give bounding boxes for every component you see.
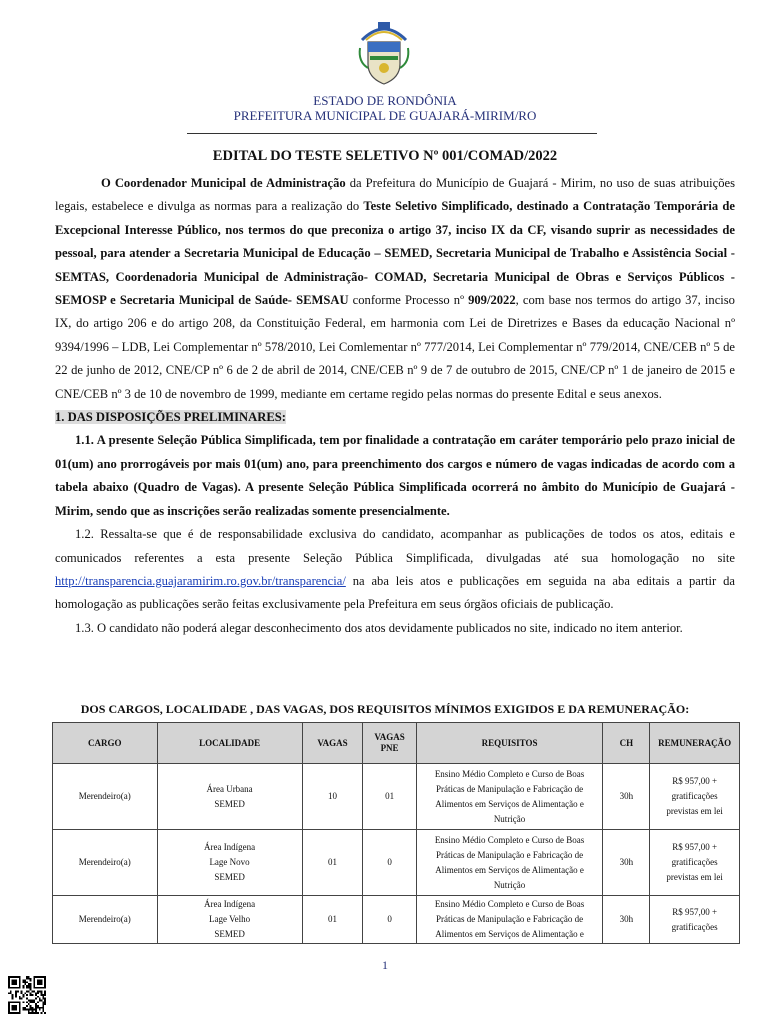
cell-localidade-line: Área Indígena	[203, 842, 256, 852]
cell-pne: 01	[363, 764, 416, 830]
cell-requisitos-line: Alimentos em Serviços de Alimentação e	[435, 798, 584, 809]
header-state: ESTADO DE RONDÔNIA	[313, 93, 457, 108]
cell-localidade-line: SEMED	[214, 872, 245, 882]
cell-localidade-line: SEMED	[214, 798, 245, 809]
intro-text-2: da Prefeitura do Município de Guajará - Mirim, no uso de suas atribuições legais, estabelece e divulga as normas para a realização do	[55, 176, 735, 214]
table-header-row	[53, 723, 740, 764]
item-1-1	[55, 429, 735, 523]
cell-remuneracao-line: previstas em lei	[666, 872, 723, 882]
cell-requisitos-line: Práticas de Manipulação e Fabricação de	[435, 914, 584, 924]
cell-remuneracao-line: R$ 957,00 +	[672, 842, 718, 852]
cell-requisitos-line: Nutrição	[493, 813, 526, 824]
cell-vagas: 10	[302, 764, 363, 830]
cell-remuneracao-line: R$ 957,00 +	[672, 776, 718, 786]
section1-heading-line	[55, 406, 735, 429]
item-1-1-text: 1.1. A presente Seleção Pública Simplificada, tem por finalidade a contratação em caráter temporário pelo prazo inicial de 01(um) ano prorrogáveis por mais 01(um) ano, para preenchimento dos cargos e número de vagas indicadas de acordo com a tabela abaixo (Quadro de Vagas). A presente Seleção Pública Simplificada ocorrerá no âmbito do Município de Guajará - Mirim, sendo que as inscrições serão realizadas somente presencialmente.	[55, 433, 735, 518]
cell-requisitos-line: Ensino Médio Completo e Curso de Boas	[434, 899, 585, 909]
col-header-remuneracao: REMUNERAÇÃO	[650, 723, 740, 764]
cell-remuneracao	[650, 896, 740, 944]
cell-requisitos	[416, 896, 603, 944]
table-row	[53, 764, 740, 830]
intro-bold-1: O Coordenador Municipal de Administração	[101, 176, 346, 190]
cell-requisitos-line: Alimentos em Serviços de Alimentação e	[435, 864, 584, 875]
cell-remuneracao-line: gratificações	[671, 791, 718, 801]
col-header-requisitos: REQUISITOS	[416, 723, 603, 764]
cell-remuneracao-line: gratificações	[671, 857, 718, 867]
header-divider	[187, 133, 597, 134]
cell-remuneracao-line: gratificações	[671, 921, 718, 932]
table-title: DOS CARGOS, LOCALIDADE , DAS VAGAS, DOS REQUISITOS MÍNIMOS EXIGIDOS E DA REMUNERAÇÃO:	[80, 702, 690, 716]
cell-vagas: 01	[302, 896, 363, 944]
cell-requisitos-line: Práticas de Manipulação e Fabricação de	[435, 849, 584, 860]
item-1-2-text-b: na aba leis atos e publicações em seguida na aba editais a partir da homologação as publicações serão feitas exclusivamente pela Prefeitura em seus órgãos oficiais de publicação.	[55, 573, 735, 612]
cell-pne: 0	[363, 896, 416, 944]
cell-localidade-line: SEMED	[214, 929, 245, 939]
intro-bold-5: 909/2022	[468, 293, 516, 308]
col-header-vagas-pne-1: VAGAS	[374, 732, 405, 742]
cell-requisitos-line: Ensino Médio Completo e Curso de Boas	[434, 834, 585, 845]
qr-code-icon	[8, 976, 46, 1014]
municipal-crest-icon	[356, 18, 412, 86]
cell-remuneracao	[650, 764, 740, 830]
cell-remuneracao-line: R$ 957,00 +	[672, 906, 718, 917]
intro-text-4: conforme Processo nº	[348, 293, 469, 308]
cell-pne: 0	[363, 830, 416, 896]
item-1-2	[55, 523, 735, 617]
transparency-link[interactable]: http://transparencia.guajaramirim.ro.gov.br/transparencia/	[55, 573, 346, 588]
cell-remuneracao-line: previstas em lei	[666, 806, 723, 816]
cell-localidade-line: Lage Novo	[209, 857, 250, 867]
intro-paragraph	[55, 172, 735, 406]
cell-cargo: Merendeiro(a)	[53, 764, 158, 830]
col-header-vagas-pne-2: PNE	[380, 743, 399, 753]
table-row	[53, 830, 740, 896]
cell-ch: 30h	[603, 764, 650, 830]
cell-localidade-line: Lage Velho	[209, 914, 251, 924]
cell-vagas: 01	[302, 830, 363, 896]
cell-localidade	[157, 830, 302, 896]
cell-cargo: Merendeiro(a)	[53, 896, 158, 944]
page-number: 1	[382, 958, 388, 972]
col-header-cargo: CARGO	[53, 723, 158, 764]
cell-requisitos-line: Alimentos em Serviços de Alimentação e	[435, 929, 584, 939]
cell-ch: 30h	[603, 896, 650, 944]
cell-cargo: Merendeiro(a)	[53, 830, 158, 896]
header-prefecture: PREFEITURA MUNICIPAL DE GUAJARÁ-MIRIM/RO	[233, 108, 537, 123]
table-row	[53, 896, 740, 944]
section1-heading: 1. DAS DISPOSIÇÕES PRELIMINARES:	[55, 410, 286, 425]
document-body	[55, 172, 735, 640]
vacancies-table	[52, 722, 740, 944]
col-header-vagas: VAGAS	[302, 723, 363, 764]
cell-localidade-line: Área Urbana	[206, 783, 253, 794]
cell-localidade	[157, 896, 302, 944]
item-1-3: 1.3. O candidato não poderá alegar desconhecimento dos atos devidamente publicados no site, indicado no item anterior.	[75, 620, 683, 635]
cell-localidade	[157, 764, 302, 830]
cell-requisitos	[416, 764, 603, 830]
col-header-ch: CH	[603, 723, 650, 764]
col-header-vagas-pne	[363, 723, 416, 764]
page-title: EDITAL DO TESTE SELETIVO Nº 001/COMAD/2022	[212, 148, 558, 164]
intro-text-6: , com base nos termos do artigo 37, inciso IX, do artigo 206 e do artigo 208, da Constituição Federal, em harmonia com Lei de Diretrizes e Bases da educação Nacional nº 9394/1996 – LDB, Lei Complementar nº 578/2010, Lei Comlementar nº 777/2014, Lei Complementar nº 779/2014, CNE/CEB nº 5 de 22 de junho de 2012, CNE/CP nº 6 de 2 de abril de 2014, CNE/CEB nº 9 de 7 de outubro de 2015, CNE/CP nº 1 de janeiro de 2015 e CNE/CEB nº 3 de 10 de novembro de 1999, mediante em certame regido pelas normas do presente Edital e seus anexos.	[55, 293, 735, 401]
cell-requisitos	[416, 830, 603, 896]
cell-requisitos-line: Ensino Médio Completo e Curso de Boas	[434, 768, 585, 779]
cell-localidade-line: Área Indígena	[203, 899, 256, 909]
intro-bold-3: Teste Seletivo Simplificado, destinado a Contratação Temporária de Excepcional Interesse Público, nos termos do que preconiza o artigo 37, inciso IX da CF, visando suprir as necessidades de pessoal, para atender a Secretaria Municipal de Educação – SEMED, Secretaria Municipal de Trabalho e Assistência Social - SEMTAS, Coordenadoria Municipal de Administração- COMAD, Secretaria Municipal de Obras e Serviços Públicos -SEMOSP e Secretaria Municipal de Saúde- SEMSAU	[55, 199, 735, 308]
cell-requisitos-line: Nutrição	[493, 879, 526, 890]
item-1-2-text-a: 1.2. Ressalta-se que é de responsabilidade exclusiva do candidato, acompanhar as publicações de todos os atos, editais e comunicados referentes a esta presente Seleção Pública Simplificada, divulgadas até sua homologação no site	[55, 527, 735, 565]
cell-requisitos-line: Práticas de Manipulação e Fabricação de	[435, 783, 584, 794]
col-header-localidade: LOCALIDADE	[157, 723, 302, 764]
cell-ch: 30h	[603, 830, 650, 896]
cell-remuneracao	[650, 830, 740, 896]
